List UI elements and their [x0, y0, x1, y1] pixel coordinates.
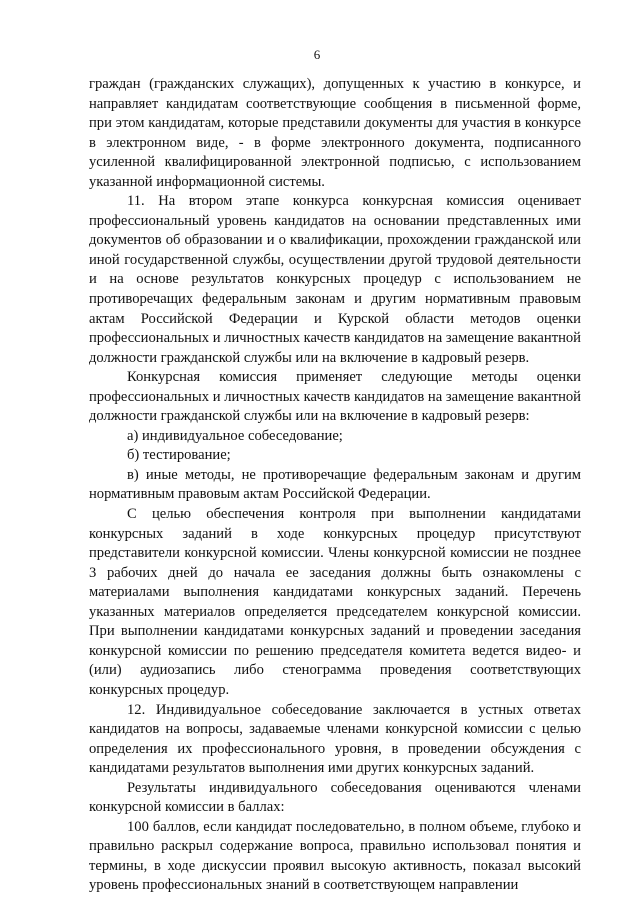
list-item-a: а) индивидуальное собеседование;: [127, 427, 343, 444]
paragraph-100-points: 100 баллов, если кандидат последовательно, в полном объеме, глубоко и правильно раскрыл содержание вопроса, правильно использовал понятия и термины, в ходе дискуссии проявил высокую активность, показал высокий уровень профессиональных знаний в соответствующем направлении: [89, 818, 581, 894]
paragraph-results: Результаты индивидуального собеседования оцениваются членами конкурсной комиссии в баллах:: [89, 779, 581, 816]
paragraph-item-12: 12. Индивидуальное собеседование заключается в устных ответах кандидатов на вопросы, задаваемые членами конкурсной комиссии с целью определения их профессионального уровня, в проведении обсуждения с кандидатами результатов выполнения ими других конкурсных заданий.: [89, 701, 581, 777]
list-item-b: б) тестирование;: [127, 447, 231, 464]
paragraph-continuation: граждан (гражданских служащих), допущенных к участию в конкурсе, и направляет кандидатам соответствующие сообщения в письменной форме, при этом кандидатам, которые представили документы для участия в конкурсе в электронном виде, - в форме электронного документа, подписанного усиленной квалифицированной электронной подписью, с использованием указанной информационной системы.: [89, 76, 581, 190]
paragraph-methods-intro: Конкурсная комиссия применяет следующие методы оценки профессиональных и личностных качеств кандидатов на замещение вакантной должности гражданской службы или на включение в кадровый резерв:: [89, 369, 581, 425]
page-number: 6: [313, 47, 321, 62]
document-body: [89, 75, 581, 896]
list-item-c: в) иные методы, не противоречащие федеральным законам и другим нормативным правовым актам Российской Федерации.: [89, 466, 581, 503]
paragraph-item-11: 11. На втором этапе конкурса конкурсная комиссия оценивает профессиональный уровень кандидатов на основании представленных ими документов об образовании и о квалификации, прохождении гражданской или иной государственной службы, осуществлении другой трудовой деятельности и на основе результатов конкурсных процедур с использованием не противоречащих федеральным законам и другим нормативным правовым актам Российской Федерации и Курской области методов оценки профессиональных и личностных качеств кандидатов на замещение вакантной должности гражданской службы или на включение в кадровый резерв.: [89, 193, 581, 366]
paragraph-control: С целью обеспечения контроля при выполнении кандидатами конкурсных заданий в ходе конкурсных процедур присутствуют представители конкурсной комиссии. Члены конкурсной комиссии не позднее 3 рабочих дней до начала ее заседания должны быть ознакомлены с материалами выполнения кандидатами конкурсных заданий. Перечень указанных материалов определяется председателем конкурсной комиссии. При выполнении кандидатами конкурсных заданий и проведении заседания конкурсной комиссии по решению председателя комитета ведется видео- и (или) аудиозапись либо стенограмма проведения соответствующих конкурсных процедур.: [89, 506, 581, 698]
